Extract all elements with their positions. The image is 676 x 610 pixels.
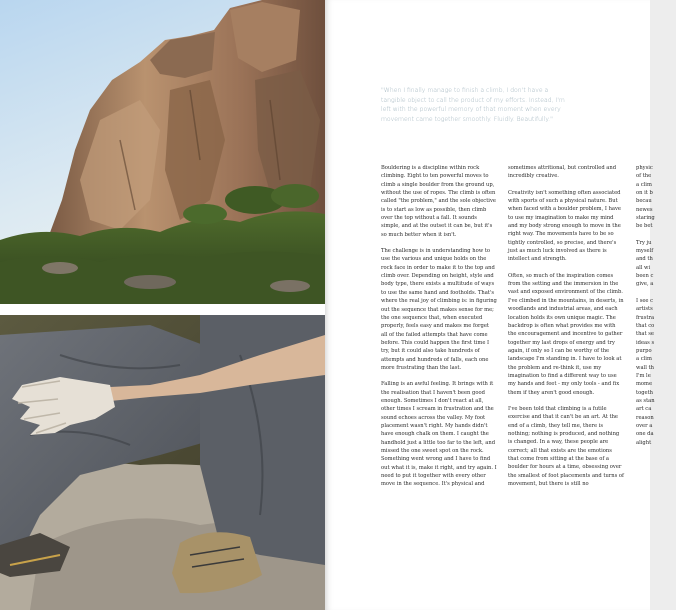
line-fragment: been c [636, 273, 654, 280]
line-fragment: that co [636, 322, 655, 329]
text-column-2 [508, 164, 624, 496]
paragraph-fragment [636, 239, 676, 289]
line-fragment: togeth [636, 389, 654, 396]
text-column-1 [381, 164, 497, 497]
paragraph: Creativity isn't something often associated with sports of such a physical nature. But when faced with a boulder problem, I have to use my imagination to make my mind and my body strong enough to move in the right way. The movements have to be so tightly controlled, so precise, and there's just as much luck involved as there is intellect and strength. [508, 189, 622, 263]
line-fragment: art ca [636, 406, 652, 413]
line-fragment: of the [636, 173, 652, 180]
line-fragment: becau [636, 198, 652, 205]
rock-cliff-photo [0, 0, 325, 304]
paragraph: The challenge is in understanding how to use the various and unique holds on the rock face in order to make it to the top and climb over. Depending on height, style and body type, there exists a multitude of ways to use the same hand and footholds. That's where the real joy of climbing is: in figuring out the sequence that makes sense for me; the one sequence that, when executed properly, feels easy and makes me forget all of the failed attempts that have come before. This could happen the first time I try, but it could also take hundreds of attempts and hundreds of falls, each one more frustrating than the last. [381, 248, 497, 371]
right-page [325, 0, 655, 610]
line-fragment: staring [636, 215, 655, 222]
line-fragment: as stan [636, 397, 655, 404]
climber-chalk-photo [0, 315, 325, 610]
left-page [0, 0, 325, 610]
paragraph: Often, so much of the inspiration comes from the setting and the immersion in the vast and exposed environment of the climb. I've climbed in the mountains, in deserts, in woodlands and industrial areas, and each location holds its own unique magic. The backdrop is often what provides me with the encouragement and incentive to gather together my last drops of energy and try again, if only so I can be worthy of the landscape I'm standing in. I have to look at the problem and re-think it, use my imagination to find a different way to use my hands and feet - my only tools - and fix them if they aren't good enough. [508, 272, 624, 396]
line-fragment: newes [636, 206, 653, 213]
line-fragment: give, a [636, 281, 654, 288]
paragraph-fragment [636, 297, 676, 447]
line-fragment: physic [636, 165, 653, 171]
line-fragment: I'm le [636, 372, 651, 379]
line-fragment: myself [636, 248, 654, 255]
line-fragment: artists [636, 306, 653, 313]
line-fragment: and th [636, 256, 653, 263]
paragraph: I've been told that climbing is a futile exercise and that it can't be an art. At the end of a climb, they tell me, there is nothing; nothing is produced, and nothing is changed. In a way, these people are correct; all that exists are the emotions that come from sitting at the base of a boulder for hours at a time, obsessing over the smallest of foot placements and turns of movement, but there is still no [508, 405, 624, 488]
line-fragment: reason [636, 414, 654, 421]
paragraph-fragment [636, 164, 676, 231]
line-fragment: ideas s [636, 339, 655, 346]
text-column-3-cut-off [636, 164, 676, 455]
line-fragment: frustra [636, 314, 655, 321]
paragraph: sometimes attritional, but controlled and incredibly creative. [508, 165, 617, 180]
line-fragment: alight [636, 439, 652, 446]
line-fragment: that se [636, 331, 654, 338]
paragraph: Bouldering is a discipline within rock climbing. Eight to ten powerful moves to climb a single boulder from the ground up, without the use of ropes. The climb is often called "the problem," and the sole objective is to start as low as possible, then climb over the top without a fall. It sounds simple, and at the outset it can be, but it's so much better when it isn't. [381, 165, 496, 238]
line-fragment: a clim [636, 356, 652, 363]
line-fragment: I see c [636, 297, 654, 304]
line-fragment: Try ju [636, 239, 652, 246]
line-fragment: on it b [636, 190, 653, 197]
line-fragment: a clim [636, 181, 652, 188]
line-fragment: purpo [636, 347, 652, 354]
paragraph: Falling is an awful feeling. It brings with it the realisation that I haven't been good enough. Sometimes I don't react at all, other times I scream in frustration and the sound echoes across the valley. My foot placement wasn't right. My hands didn't have enough chalk on them. I caught the handhold just a little too far to the left, and missed the one sweet spot on the rock. Something went wrong and I have to find out what it is, make it right, and try again. I need to put it together with every other move in the sequence. It's physical and [381, 381, 497, 488]
line-fragment: be bet [636, 223, 653, 230]
line-fragment: over a [636, 422, 653, 429]
pull-quote: "When I finally manage to finish a climb, I don't have a tangible object to call the product of my efforts. Instead, I'm left with the powerful memory of that moment when every movement came together smoothly. Fluidly. Beautifully." [381, 87, 565, 123]
line-fragment: all wi [636, 264, 651, 271]
line-fragment: mome [636, 381, 653, 388]
line-fragment: one da [636, 431, 654, 438]
line-fragment: wall th [636, 364, 654, 371]
